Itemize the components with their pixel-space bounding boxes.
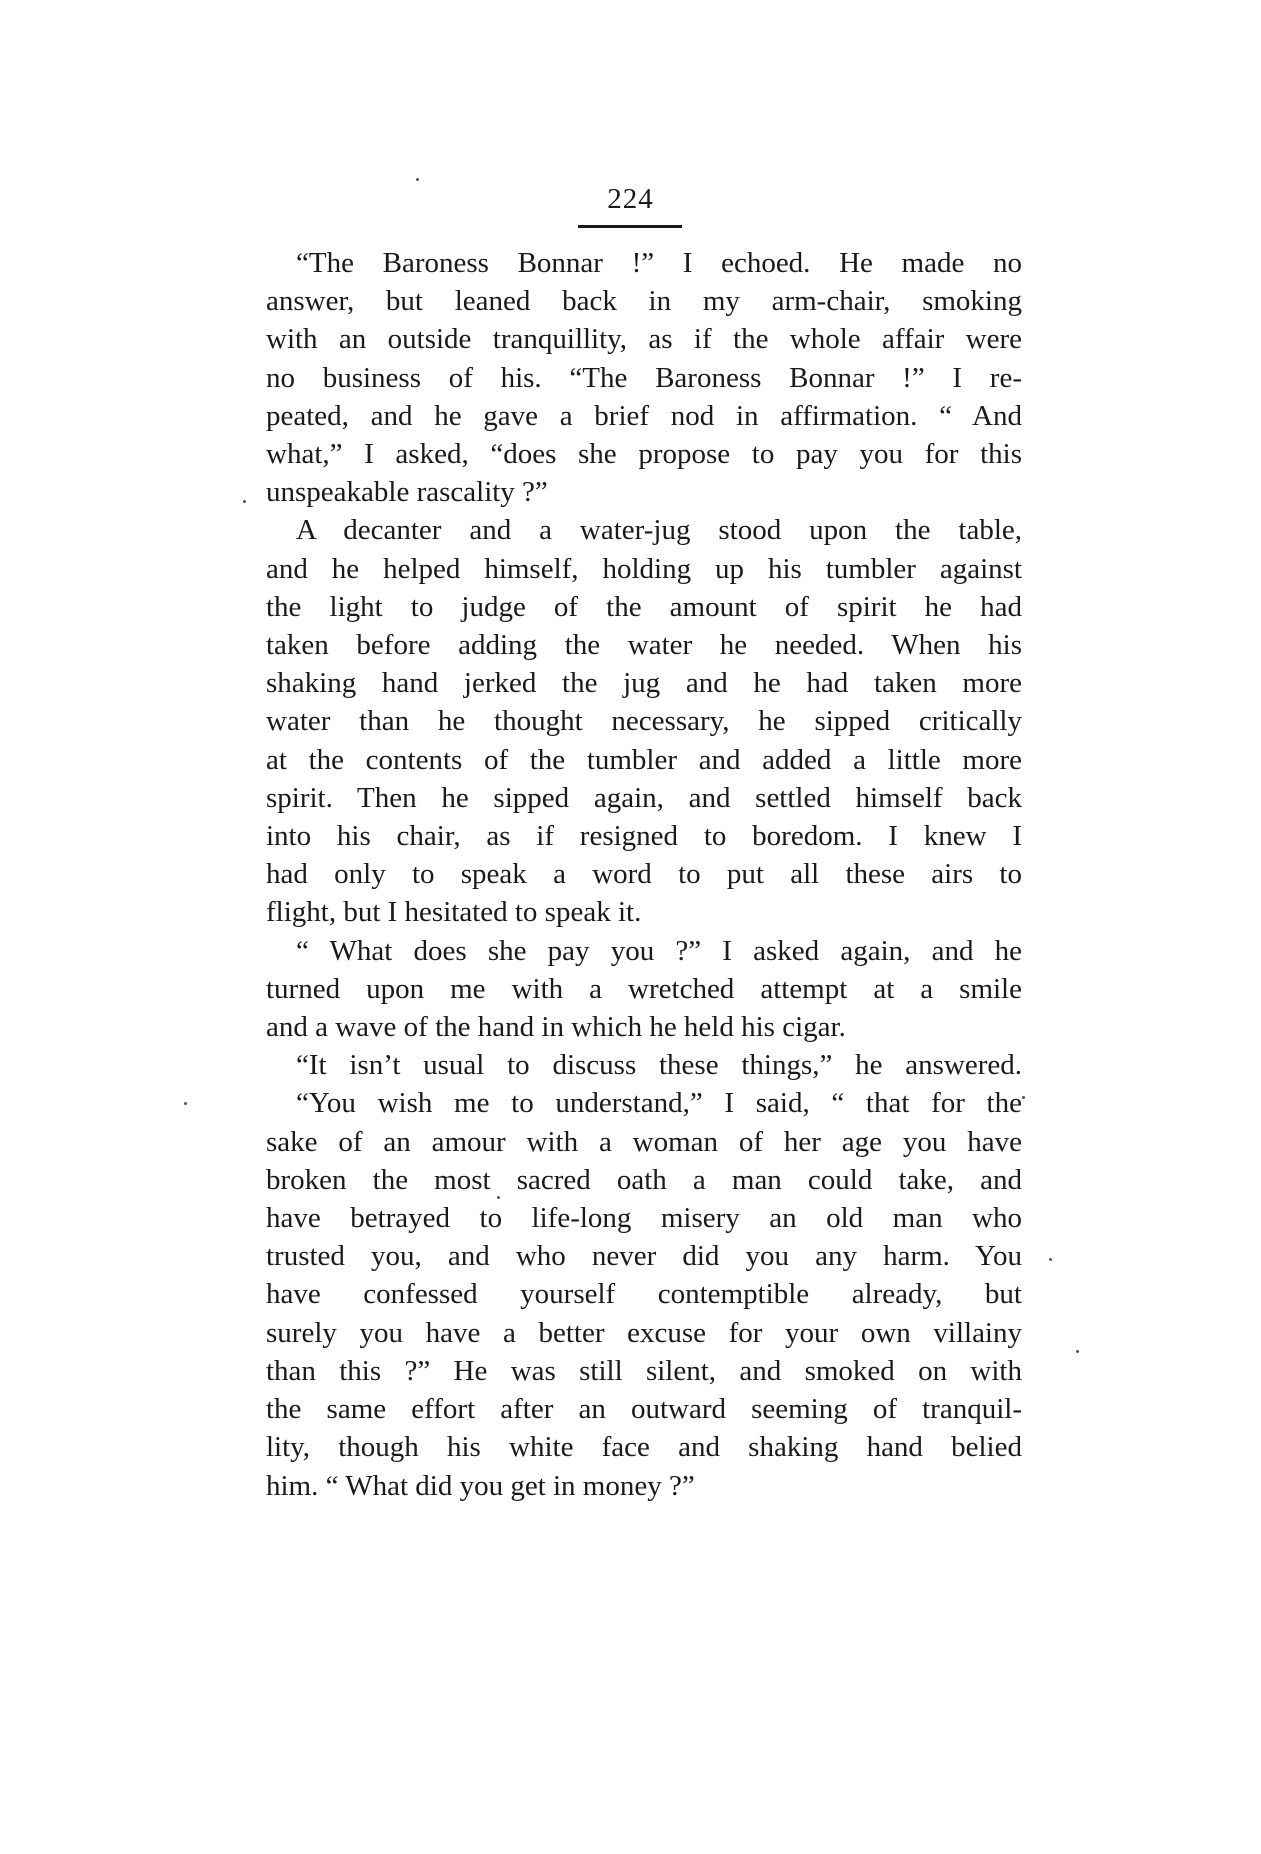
body-text: [266, 244, 1022, 1505]
text-line: what,” I asked, “does she propose to pay you for this: [266, 438, 1022, 471]
text-line: surely you have a better excuse for your own villainy: [266, 1316, 1022, 1349]
scan-speck: [184, 1102, 187, 1105]
text-line: at the contents of the tumbler and added a little more: [266, 743, 1022, 776]
text-line: the light to judge of the amount of spirit he had: [266, 590, 1022, 623]
scan-speck: [1022, 1096, 1025, 1099]
text-line: “The Baroness Bonnar !” I echoed. He made no: [296, 247, 1022, 279]
text-line: him. “ What did you get in money ?”: [266, 1469, 695, 1502]
text-line: trusted you, and who never did you any harm. You: [266, 1240, 1022, 1273]
text-line: have betrayed to life-long misery an old man who: [266, 1202, 1022, 1235]
scan-speck: [497, 1196, 500, 1199]
scan-speck: [416, 178, 419, 181]
paragraph: [266, 1046, 1022, 1084]
text-line: and he helped himself, holding up his tumbler against: [266, 552, 1022, 585]
text-line: the same effort after an outward seeming of tranquil-: [266, 1393, 1022, 1426]
text-line: unspeakable rascality ?”: [266, 476, 548, 509]
text-line: and a wave of the hand in which he held his cigar.: [266, 1011, 846, 1044]
scan-speck: [1049, 1258, 1052, 1261]
text-line: “ What does she pay you ?” I asked again, and he: [296, 934, 1022, 967]
text-line: have confessed yourself contemptible already, but: [266, 1278, 1022, 1311]
page-number-rule: [578, 225, 682, 228]
text-line: lity, though his white face and shaking hand belied: [266, 1431, 1022, 1464]
text-line: answer, but leaned back in my arm-chair, smoking: [266, 285, 1022, 318]
scan-speck: [243, 500, 246, 503]
text-line: spirit. Then he sipped again, and settled himself back: [266, 781, 1022, 814]
text-line: flight, but I hesitated to speak it.: [266, 896, 642, 929]
text-line: shaking hand jerked the jug and he had taken more: [266, 667, 1022, 700]
paragraph: [266, 932, 1022, 1047]
text-line: taken before adding the water he needed. When his: [266, 629, 1022, 662]
text-line: had only to speak a word to put all these airs to: [266, 858, 1022, 891]
page-number: 224: [607, 183, 654, 215]
text-line: broken the most sacred oath a man could take, and: [266, 1163, 1022, 1196]
text-line: turned upon me with a wretched attempt at a smile: [266, 972, 1022, 1005]
text-line: than this ?” He was still silent, and smoked on with: [266, 1354, 1022, 1387]
text-line: “You wish me to understand,” I said, “ that for the: [296, 1087, 1022, 1120]
text-line: “It isn’t usual to discuss these things,” he answered.: [296, 1049, 1022, 1082]
scan-speck: [1076, 1350, 1079, 1353]
text-line: water than he thought necessary, he sipped critically: [266, 705, 1022, 738]
paragraph: [266, 1084, 1022, 1504]
paragraph: [266, 244, 1022, 511]
text-line: sake of an amour with a woman of her age you have: [266, 1125, 1022, 1158]
text-line: with an outside tranquillity, as if the whole affair were: [266, 323, 1022, 356]
text-line: into his chair, as if resigned to boredom. I knew I: [266, 820, 1022, 853]
text-line: peated, and he gave a brief nod in affirmation. “ And: [266, 399, 1022, 432]
text-line: A decanter and a water-jug stood upon the table,: [296, 514, 1022, 547]
paragraph: [266, 511, 1022, 931]
text-line: no business of his. “The Baroness Bonnar !” I re-: [266, 361, 1022, 394]
